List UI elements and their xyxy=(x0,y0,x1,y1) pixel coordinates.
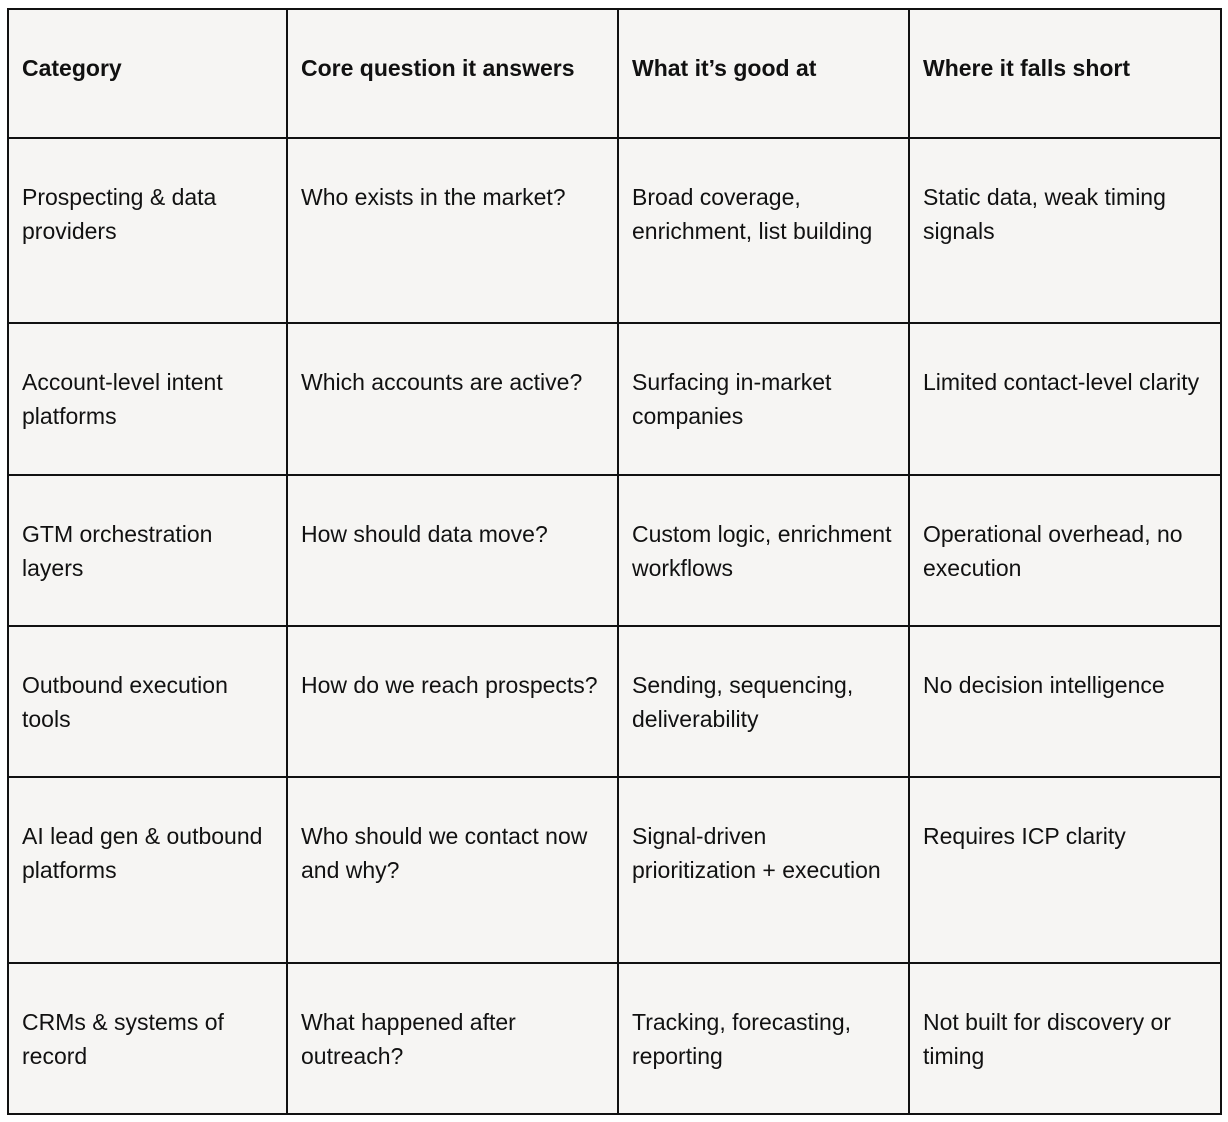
cell-core-question: What happened after outreach? xyxy=(287,963,618,1114)
cell-category: Prospecting & data providers xyxy=(8,138,287,323)
cell-falls-short: No decision intelligence xyxy=(909,626,1221,777)
cell-falls-short: Requires ICP clarity xyxy=(909,777,1221,963)
cell-core-question: Which accounts are active? xyxy=(287,323,618,475)
header-core-question: Core question it answers xyxy=(287,9,618,138)
comparison-table xyxy=(7,8,1222,1115)
cell-falls-short: Limited contact-level clarity xyxy=(909,323,1221,475)
header-falls-short: Where it falls short xyxy=(909,9,1221,138)
header-category: Category xyxy=(8,9,287,138)
header-good-at: What it’s good at xyxy=(618,9,909,138)
cell-good-at: Sending, sequencing, deliverability xyxy=(618,626,909,777)
cell-good-at: Surfacing in-market companies xyxy=(618,323,909,475)
cell-category: Account-level intent platforms xyxy=(8,323,287,475)
cell-category: Outbound execution tools xyxy=(8,626,287,777)
table-row xyxy=(8,138,1221,323)
table-row xyxy=(8,626,1221,777)
table-row xyxy=(8,323,1221,475)
cell-falls-short: Operational overhead, no execution xyxy=(909,475,1221,626)
cell-core-question: Who should we contact now and why? xyxy=(287,777,618,963)
cell-falls-short: Static data, weak timing signals xyxy=(909,138,1221,323)
cell-good-at: Broad coverage, enrichment, list building xyxy=(618,138,909,323)
table-row xyxy=(8,963,1221,1114)
cell-core-question: How should data move? xyxy=(287,475,618,626)
cell-core-question: Who exists in the market? xyxy=(287,138,618,323)
cell-category: CRMs & systems of record xyxy=(8,963,287,1114)
cell-core-question: How do we reach prospects? xyxy=(287,626,618,777)
header-row xyxy=(8,9,1221,138)
cell-good-at: Signal-driven prioritization + execution xyxy=(618,777,909,963)
cell-category: GTM orchestration layers xyxy=(8,475,287,626)
cell-falls-short: Not built for discovery or timing xyxy=(909,963,1221,1114)
cell-good-at: Custom logic, enrichment workflows xyxy=(618,475,909,626)
table-row xyxy=(8,475,1221,626)
table-row xyxy=(8,777,1221,963)
cell-good-at: Tracking, forecasting, reporting xyxy=(618,963,909,1114)
cell-category: AI lead gen & outbound platforms xyxy=(8,777,287,963)
